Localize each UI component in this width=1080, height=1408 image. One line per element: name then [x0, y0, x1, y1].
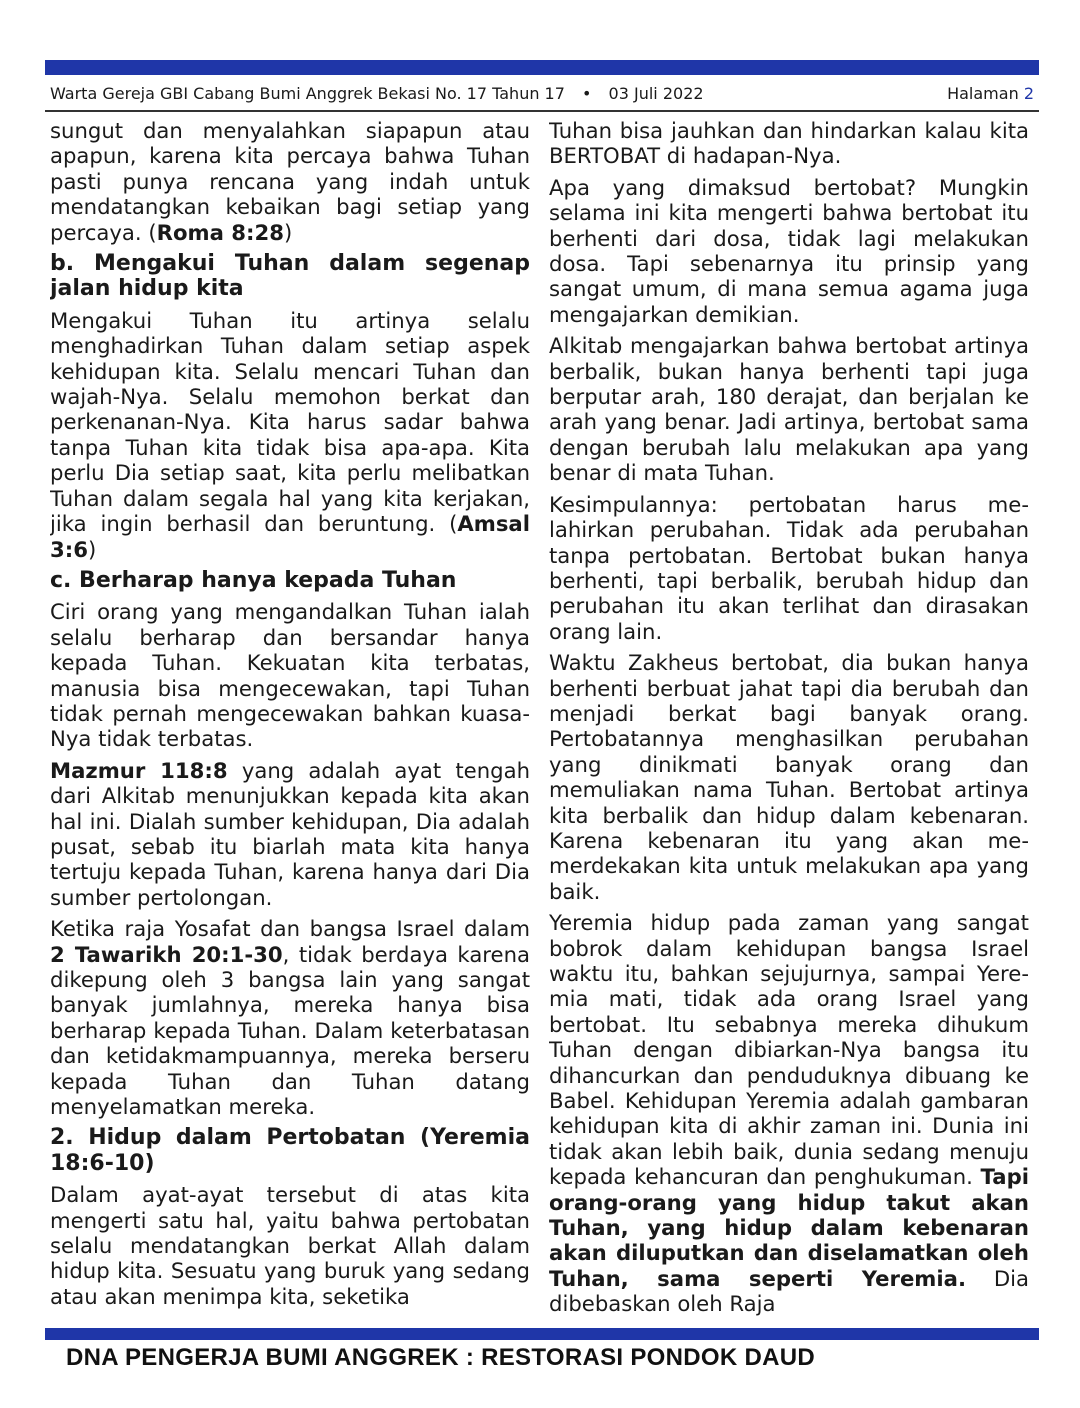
paragraph-text: Dia dibebaskan oleh Raja [549, 1265, 1029, 1317]
footer-slogan: DNA PENGERJA BUMI ANGGREK : RESTORASI PONDOK DAUD [66, 1344, 815, 1371]
scripture-ref: Roma 8:28 [156, 219, 284, 245]
paragraph [549, 910, 1029, 1317]
header-divider [45, 110, 1039, 112]
paragraph-text: Yeremia hidup pada zaman yang sangat bobrok dalam kehidupan bangsa Israel waktu itu, bahkan sejujurnya, sampai Yeremia mati, tidak ada orang Israel yang bertobat. Itu sebabnya mereka dihukum Tuhan dengan dibiarkan-Nya bangsa itu dihancurkan dan penduduknya dibuang ke Babel. Kehidupan Yeremia adalah gambaran kehidupan kita di akhir zaman ini. Dunia ini tidak akan lebih baik, dunia sedang menuju kepada kehancuran dan penghukuman. [549, 910, 1029, 1190]
left-column [50, 118, 530, 1328]
issue-date: 03 Juli 2022 [608, 84, 704, 103]
paragraph: Apa yang dimaksud bertobat? Mungkin selama ini kita mengerti bahwa bertobat itu berhenti dari dosa, tidak lagi melakukan dosa. Tapi sebenarnya itu prinsip yang sangat umum, di mana semua agama juga mengajarkan demikian. [549, 174, 1029, 327]
paragraph: Alkitab mengajarkan bahwa bertobat artinya berbalik, bukan hanya berhenti tapi juga berputar arah, 180 derajat, dan berjalan ke arah yang benar. Jadi artinya, bertobat sama dengan berubah lalu melakukan apa yang benar di mata Tuhan. [549, 333, 1029, 486]
page-label: Halaman [947, 84, 1019, 103]
header-bullet: • [582, 84, 592, 103]
paragraph [50, 308, 530, 562]
header-page [947, 84, 1034, 103]
scripture-ref: 2 Tawarikh 20:1-30 [50, 941, 283, 967]
paragraph-text: Ketika raja Yosafat dan bangsa Israel dalam [50, 916, 530, 942]
paragraph-text: sungut dan menyalahkan siapapun atau apapun, karena kita percaya bahwa Tuhan pasti punya rencana yang indah untuk mendatangkan kebaikan bagi setiap yang percaya. ( [50, 118, 530, 245]
paragraph-text: Mengakui Tuhan itu artinya selalu menghadirkan Tuhan dalam setiap aspek kehidupan kita. Selalu mencari Tuhan dan wajah-Nya. Selalu memohon berkat dan perkenanan-Nya. Kita harus sadar bahwa tanpa Tuhan kita tidak bisa apa-apa. Kita perlu Dia setiap saat, kita perlu melibatkan Tuhan dalam segala hal yang kita kerjakan, jika ingin berhasil dan beruntung. ( [50, 307, 530, 537]
paragraph: Tuhan bisa jauhkan dan hindarkan kalau kita BERTOBAT di hadapan-Nya. [549, 118, 1029, 169]
page-header [50, 82, 1034, 108]
section-heading-b: b. Mengakui Tuhan dalam segenap jalan hidup kita [50, 251, 530, 302]
page-number: 2 [1023, 84, 1034, 103]
scripture-ref: Mazmur 118:8 [50, 757, 228, 783]
paragraph-text: yang adalah ayat tengah dari Alkitab menunjukkan kepada kita akan hal ini. Dialah sumber kehidupan, Dia adalah pusat, sebab itu biarlah mata kita hanya tertuju kepada Tuhan, karena hanya dari Dia sumber pertolongan. [50, 757, 530, 910]
paragraph: Waktu Zakheus bertobat, dia bukan hanya berhenti berbuat jahat tapi dia berubah dan menjadi berkat bagi banyak orang. Pertobatannya menghasilkan perubahan yang dinikmati banyak orang dan memuliakan nama Tuhan. Bertobat artinya kita berbalik dan hidup dalam kebenaran. Karena kebenaran itu yang akan memerdekakan kita untuk melakukan apa yang baik. [549, 650, 1029, 904]
section-heading-c: c. Berharap hanya kepada Tuhan [50, 567, 457, 593]
newsletter-title: Warta Gereja GBI Cabang Bumi Anggrek Bekasi No. 17 Tahun 17 [50, 84, 565, 103]
paragraph [50, 916, 530, 1119]
paragraph-text: , tidak berdaya karena dikepung oleh 3 bangsa lain yang sangat banyak jumlahnya, mereka hanya bisa berharap kepada Tuhan. Dalam keterbatasan dan ketidakmampuannya, mereka berseru kepada Tuhan dan Tuhan datang menyelamatkan mereka. [50, 941, 530, 1120]
paragraph: Dalam ayat-ayat tersebut di atas kita mengerti satu hal, yaitu bahwa pertobatan selalu mendatangkan berkat Allah dalam hidup kita. Sesuatu yang buruk yang sedang atau akan menimpa kita, seketika [50, 1182, 530, 1309]
paragraph: Kesimpulannya: pertobatan harus melahirkan perubahan. Tidak ada perubahan tanpa pertobatan. Bertobat bukan hanya berhenti, tapi berbalik, berubah hidup dan perubahan itu akan terlihat dan dirasakan orang lain. [549, 491, 1029, 644]
paragraph-text: ) [87, 536, 97, 562]
bottom-blue-bar [45, 1328, 1039, 1340]
paragraph [50, 758, 530, 910]
header-left [50, 84, 704, 103]
paragraph [50, 118, 530, 245]
paragraph-text: ) [283, 219, 293, 245]
right-column [549, 118, 1029, 1328]
top-blue-bar [45, 60, 1039, 75]
section-heading-2: 2. Hidup dalam Pertobatan (Yeremia 18:6-10) [50, 1125, 530, 1176]
emphasis-text: Tapi orang-orang yang hidup takut akan Tuhan, yang hidup dalam kebenaran akan diluputkan dan diselamatkan oleh Tuhan, sama seperti Yeremia. [549, 1164, 1029, 1291]
paragraph: Ciri orang yang mengandalkan Tuhan ialah selalu berharap dan bersandar hanya kepada Tuhan. Kekuatan kita terbatas, manusia bisa mengecewakan, tapi Tuhan tidak pernah mengecewakan bahkan kuasa-Nya tidak terbatas. [50, 599, 530, 752]
scripture-ref: Amsal 3:6 [50, 511, 530, 562]
